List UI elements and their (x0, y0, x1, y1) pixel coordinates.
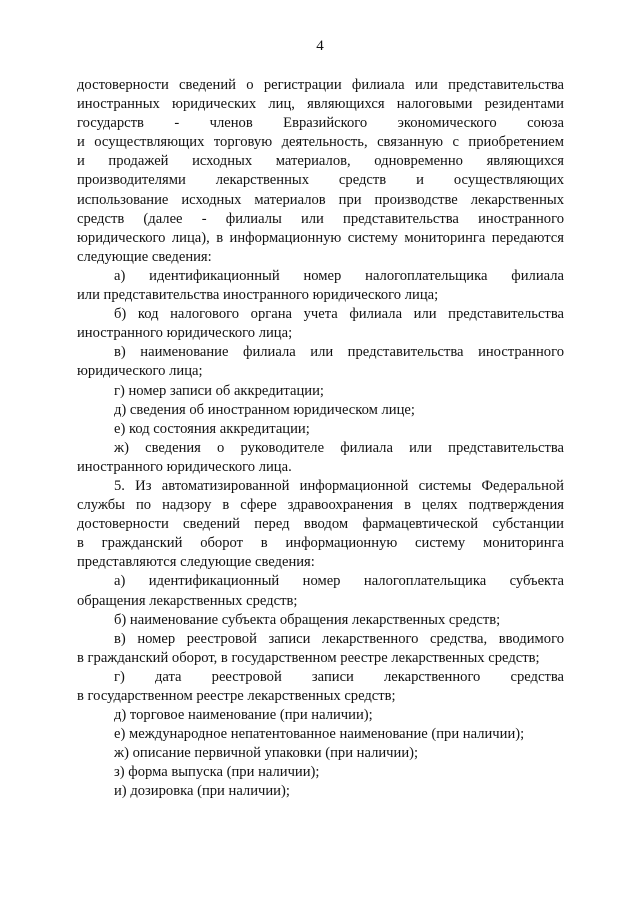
list-item-line: б) код налогового органа учета филиала или представительства (114, 306, 564, 323)
list-item (77, 611, 564, 630)
list-item-line: в) наименование филиала или представительства иностранного (114, 344, 564, 361)
text-line: достоверности сведений о регистрации филиала или представительства (77, 77, 564, 93)
text-line: и осуществляющих торговую деятельность, связанную с приобретением (77, 134, 564, 151)
intro-paragraph (77, 76, 564, 267)
text-line: производителями лекарственных средств и осуществляющих (77, 172, 564, 189)
text-line: в гражданский оборот в информационную систему мониторинга (77, 535, 564, 552)
text-line: средств (далее - филиалы или представительства иностранного (77, 210, 564, 227)
document-body (77, 76, 564, 802)
list-item-line: б) наименование субъекта обращения лекарственных средств; (114, 611, 501, 628)
list-item (77, 439, 564, 477)
list-item (77, 267, 564, 305)
list-item-line: а) идентификационный номер налогоплательщика филиала (114, 267, 564, 284)
list-item-line: иностранного юридического лица. (77, 458, 292, 475)
list-item (77, 706, 564, 725)
list-item-line: г) номер записи об аккредитации; (114, 382, 324, 399)
text-line: государств - членов Евразийского экономического союза (77, 115, 564, 132)
list-item (77, 401, 564, 420)
text-line: использование исходных материалов при производстве лекарственных (77, 191, 564, 208)
list-item-line: д) торговое наименование (при наличии); (114, 707, 373, 724)
section-5-paragraph (77, 477, 564, 572)
text-line: 5. Из автоматизированной информационной системы Федеральной (114, 477, 564, 494)
list-item (77, 744, 564, 763)
list-item-line: г) дата реестровой записи лекарственного средства (114, 668, 564, 685)
text-line: иностранных юридических лиц, являющихся налоговыми резидентами (77, 96, 564, 113)
list-item (77, 668, 564, 706)
list-item-line: е) международное непатентованное наименование (при наличии); (114, 726, 525, 743)
text-line: юридического лица), в информационную систему мониторинга передаются (77, 229, 564, 246)
list-item-line: е) код состояния аккредитации; (114, 420, 310, 437)
list-item-line: обращения лекарственных средств; (77, 592, 298, 609)
page-number: 4 (316, 38, 324, 54)
list-item (77, 343, 564, 381)
list-item (77, 782, 564, 801)
text-line: достоверности сведений перед вводом фармацевтической субстанции (77, 516, 564, 533)
list-item-line: ж) описание первичной упаковки (при наличии); (114, 745, 419, 762)
text-line: службы по надзору в сфере здравоохранения в целях подтверждения (77, 497, 564, 514)
list-item (77, 763, 564, 782)
list-item-line: и) дозировка (при наличии); (114, 783, 290, 800)
list-item (77, 572, 564, 610)
list-item-line: д) сведения об иностранном юридическом лице; (114, 401, 415, 418)
list-item-line: иностранного юридического лица; (77, 325, 293, 342)
list-item-line: в гражданский оборот, в государственном реестре лекарственных средств; (77, 649, 540, 666)
text-line: следующие сведения: (77, 248, 212, 265)
list-item (77, 305, 564, 343)
list-item-line: в государственном реестре лекарственных средств; (77, 688, 396, 704)
list-item-line: юридического лица; (77, 363, 203, 380)
list-item (77, 420, 564, 439)
list-item-line: а) идентификационный номер налогоплательщика субъекта (114, 573, 564, 590)
list-item-line: в) номер реестровой записи лекарственного средства, вводимого (114, 630, 564, 647)
text-line: и продажей исходных материалов, одновременно являющихся (77, 153, 564, 170)
list-item (77, 382, 564, 401)
list-item-line: или представительства иностранного юридического лица; (77, 287, 439, 304)
text-line: представляются следующие сведения: (77, 554, 315, 571)
list-item-line: ж) сведения о руководителе филиала или представительства (114, 439, 564, 456)
list-item (77, 725, 564, 744)
list-item-line: з) форма выпуска (при наличии); (114, 764, 320, 781)
list-item (77, 630, 564, 668)
